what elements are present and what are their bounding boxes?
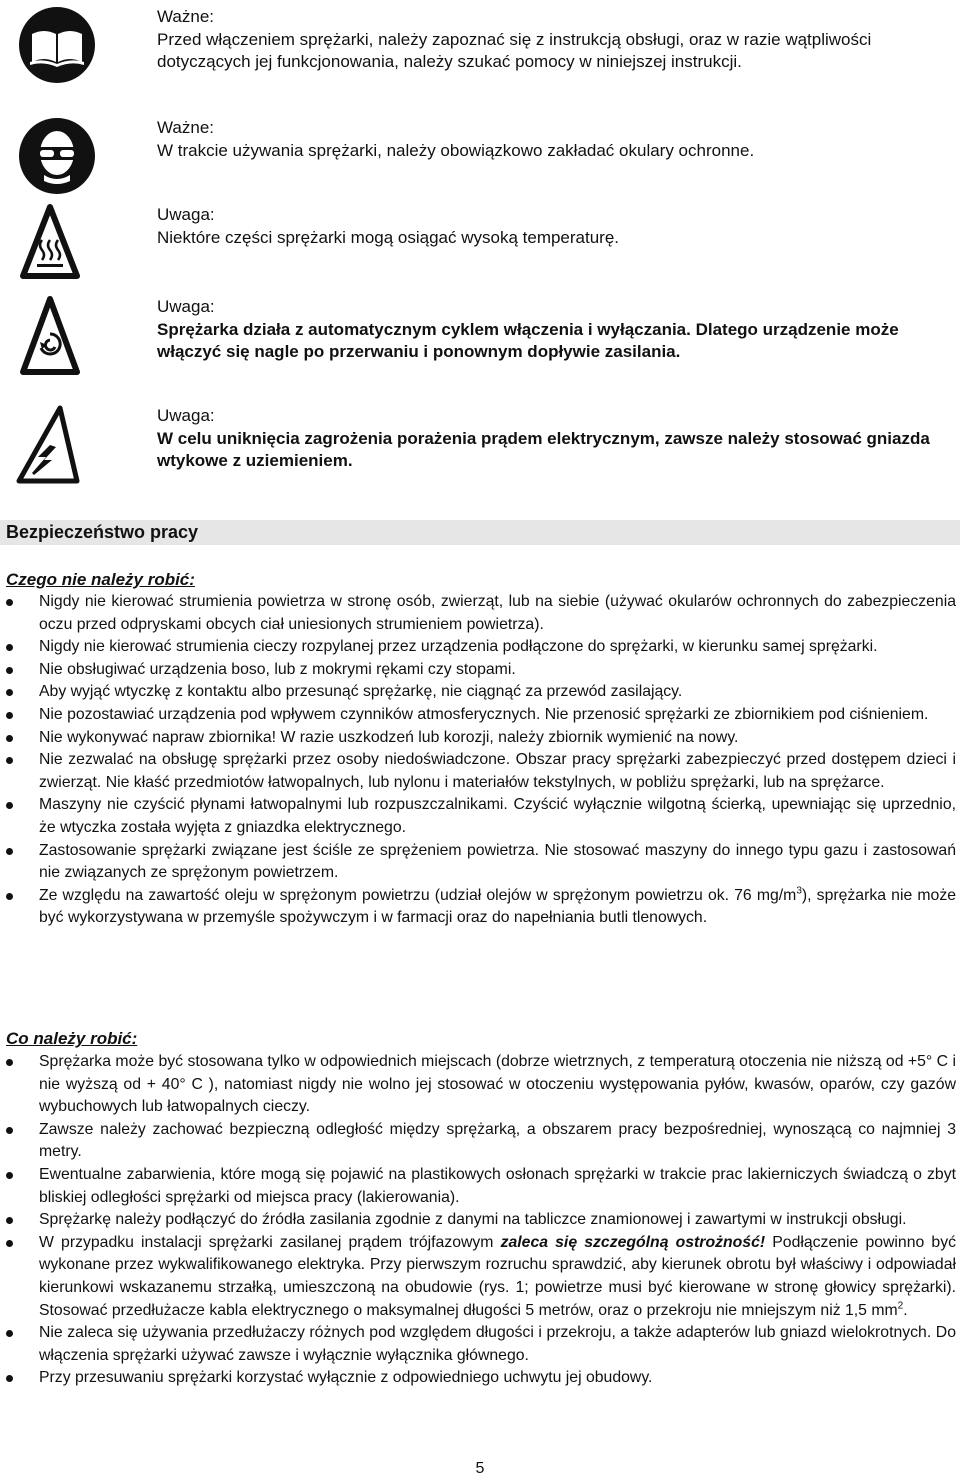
- warning-text: W trakcie używania sprężarki, należy obowiązkowo zakładać okulary ochronne.: [157, 140, 755, 160]
- automatic-start-icon: [20, 296, 80, 376]
- warning-text: Niektóre części sprężarki mogą osiągać wysoką temperaturę.: [157, 227, 620, 247]
- list-item: Sprężarka może być stosowana tylko w odpowiednich miejscach (dobrze wietrznych, z temperaturą otoczenia nie niższą od +5° C i nie wyższą od + 40° C ), natomiast nigdy nie wolno jej stosować w otoczeniu występowania pyłów, kwasów, oparów, czy gazów wybuchowych lub łatwopalnych cieczy.: [0, 1051, 960, 1119]
- section-title: Bezpieczeństwo pracy: [6, 522, 199, 542]
- page-number: 5: [475, 1460, 485, 1477]
- list-item: Zastosowanie sprężarki związane jest ściśle ze sprężeniem powietrza. Nie stosować maszyny do innego typu gazu i zastosowań nie związanych ze sprężonym powietrzem.: [0, 840, 960, 885]
- list-item: Ewentualne zabarwienia, które mogą się pojawić na plastikowych osłonach sprężarki w trakcie prac lakierniczych świadczą o zbyt bliskiej odległości sprężarki od miejsca pracy (lakierowania).: [0, 1164, 960, 1209]
- warning-label: Uwaga:: [157, 297, 215, 316]
- list-item: Nie zezwalać na obsługę sprężarki przez osoby niedoświadczone. Obszar pracy sprężarki zabezpieczyć przed dostępem dzieci i zwierząt. Nie kłaść przedmiotów łatwopalnych, lub nylonu i materiałów tekstylnych, w pobliżu sprężarki, lub na sprężarce.: [0, 749, 960, 794]
- dont-list: [0, 591, 960, 930]
- list-item: W przypadku instalacji sprężarki zasilanej prądem trójfazowym zaleca się szczególną ostrożność! Podłączenie powinno być wykonane przez wykwalifikowanego elektryka. Przy pierwszym rozruchu sprawdzić, aby kierunek obrotu był właściwy i odpowiadał kierunkowi wskazanemu strzałką, umieszczoną na obudowie (rys. 1; powietrze musi być kierowane w stronę głowicy sprężarki). Stosować przedłużacze kabla elektrycznego o maksymalnej długości 5 metrów, oraz o przekroju nie mniejszym niż 1,5 $mm^2$.: [0, 1232, 960, 1322]
- warning-text: Sprężarka działa z automatycznym cyklem włączenia i wyłączania. Dlatego urządzenie może włączyć się nagle po przerwaniu i ponownym dopływie zasilania.: [157, 319, 899, 361]
- list-item: Nie wykonywać napraw zbiornika! W razie uszkodzeń lub korozji, należy zbiornik wymienić na nowy.: [0, 727, 960, 750]
- warning-label: Uwaga:: [157, 205, 215, 224]
- warning-label: Uwaga:: [157, 406, 215, 425]
- list-item: Nie zaleca się używania przedłużaczy różnych pod względem długości i przekroju, a także adapterów lub gniazd wielokrotnych. Do włączenia sprężarki używać zawsze i wyłącznie wyłącznika głównego.: [0, 1322, 960, 1367]
- list-item: Ze względu na zawartość oleju w sprężonym powietrzu (udział olejów w sprężonym powietrzu ok. 76 $mg/m^3$), sprężarka nie może być wykorzystywana w przemyśle spożywczym i w farmacji oraz do napełniania butli tlenowych.: [0, 885, 960, 930]
- do-heading: Co należy robić:: [6, 1029, 138, 1048]
- electric-shock-icon: [16, 405, 80, 485]
- warning-text: W celu uniknięcia zagrożenia porażenia prądem elektrycznym, zawsze należy stosować gniazda wtykowe z uziemieniem.: [157, 428, 930, 470]
- list-item: Sprężarkę należy podłączyć do źródła zasilania zgodnie z danymi na tabliczce znamionowej i zawartymi w instrukcji obsługi.: [0, 1209, 960, 1232]
- warning-text: Przed włączeniem sprężarki, należy zapoznać się z instrukcją obsługi, oraz w razie wątpliwości dotyczących jej funkcjonowania, należy szukać pomocy w niniejszej instrukcji.: [157, 29, 872, 71]
- list-item: Nie obsługiwać urządzenia boso, lub z mokrymi rękami czy stopami.: [0, 659, 960, 682]
- section-heading: [0, 520, 960, 545]
- list-item: Nigdy nie kierować strumienia cieczy rozpylanej przez urządzenia podłączone do sprężarki, w kierunku samej sprężarki.: [0, 636, 960, 659]
- dont-heading: Czego nie należy robić:: [6, 570, 195, 589]
- list-item: Maszyny nie czyścić płynami łatwopalnymi lub rozpuszczalnikami. Czyścić wyłącznie wilgotną ścierką, upewniając się uprzednio, że wtyczka została wyjęta z gniazdka elektrycznego.: [0, 794, 960, 839]
- hot-surface-icon: [20, 204, 80, 280]
- do-list: [0, 1051, 960, 1390]
- list-item: Nigdy nie kierować strumienia powietrza w stronę osób, zwierząt, lub na siebie (używać okularów ochronnych do zabezpieczenia oczu przed odpryskami obcych ciał uniesionych strumieniem powietrza).: [0, 591, 960, 636]
- warning-label: Ważne:: [157, 118, 215, 137]
- list-item: Aby wyjąć wtyczkę z kontaktu albo przesunąć sprężarkę, nie ciągnąć za przewód zasilający.: [0, 681, 960, 704]
- list-item: Przy przesuwaniu sprężarki korzystać wyłącznie z odpowiedniego uchwytu jej obudowy.: [0, 1367, 960, 1390]
- manual-book-icon: [18, 6, 96, 84]
- list-item: Nie pozostawiać urządzenia pod wpływem czynników atmosferycznych. Nie przenosić sprężarki ze zbiornikiem pod ciśnieniem.: [0, 704, 960, 727]
- warning-label: Ważne:: [157, 7, 215, 26]
- list-item: Zawsze należy zachować bezpieczną odległość między sprężarką, a obszarem pracy bezpośredniej, wynoszącą co najmniej 3 metry.: [0, 1119, 960, 1164]
- safety-goggles-icon: [18, 117, 96, 195]
